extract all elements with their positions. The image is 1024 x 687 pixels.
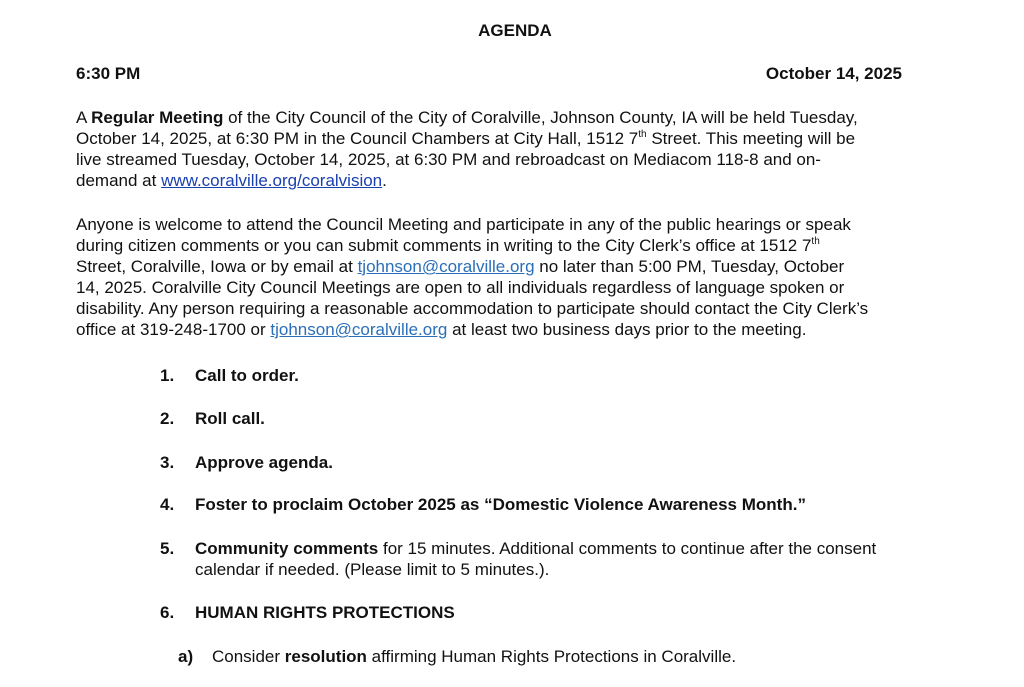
bold-text: Community comments xyxy=(195,539,379,558)
superscript: th xyxy=(811,236,820,247)
item-number: 6. xyxy=(160,603,175,622)
text: Street, Coralville, Iowa or by email at xyxy=(76,257,358,276)
page-title: AGENDA xyxy=(478,21,552,40)
text-line xyxy=(76,107,858,128)
text: office at 319-248-1700 or xyxy=(76,320,271,339)
text-line: Anyone is welcome to attend the Council Meeting and participate in any of the public hearings or speak xyxy=(76,215,851,234)
text: at least two business days prior to the meeting. xyxy=(447,320,807,339)
text: October 14, 2025, at 6:30 PM in the Council Chambers at City Hall, 1512 7 xyxy=(76,129,639,148)
email-link[interactable]: tjohnson@coralville.org xyxy=(270,320,448,339)
text: demand at xyxy=(76,171,162,190)
text: A xyxy=(76,108,92,127)
item-number: 3. xyxy=(160,453,175,472)
item-number: 1. xyxy=(160,366,175,385)
item-text xyxy=(195,538,876,559)
superscript: th xyxy=(638,129,647,140)
bold-text: resolution xyxy=(284,647,367,666)
item-text: Roll call. xyxy=(195,409,265,428)
bold-text: Regular Meeting xyxy=(91,108,224,127)
text: during citizen comments or you can submit comments in writing to the City Clerk’s office at 1512 7 xyxy=(76,236,812,255)
text: of the City Council of the City of Coralville, Johnson County, IA will be held Tuesday, xyxy=(223,108,858,127)
text: affirming Human Rights Protections in Coralville. xyxy=(366,647,737,666)
text-line xyxy=(76,235,820,256)
text-line: disability. Any person requiring a reasonable accommodation to participate should contact the City Clerk’s xyxy=(76,299,869,318)
text-line xyxy=(76,319,806,340)
text: no later than 5:00 PM, Tuesday, October xyxy=(534,257,845,276)
item-text: Call to order. xyxy=(195,366,299,385)
item-number: 5. xyxy=(160,539,175,558)
item-text: HUMAN RIGHTS PROTECTIONS xyxy=(195,603,455,622)
item-number: 4. xyxy=(160,495,175,514)
meeting-date: October 14, 2025 xyxy=(765,64,902,83)
text: Street. This meeting will be xyxy=(646,129,856,148)
subitem-text xyxy=(212,646,736,667)
subitem-label: a) xyxy=(178,647,194,666)
coralvision-link[interactable]: www.coralville.org/coralvision xyxy=(161,171,383,190)
text-line xyxy=(76,128,855,149)
text: for 15 minutes. Additional comments to continue after the consent xyxy=(378,539,877,558)
item-text: calendar if needed. (Please limit to 5 minutes.). xyxy=(195,560,550,579)
text-line: live streamed Tuesday, October 14, 2025, at 6:30 PM and rebroadcast on Mediacom 118-8 and on- xyxy=(76,150,821,169)
item-number: 2. xyxy=(160,409,175,428)
text-line xyxy=(76,170,387,191)
text: . xyxy=(382,171,387,190)
item-text: Foster to proclaim October 2025 as “Domestic Violence Awareness Month.” xyxy=(195,495,806,514)
item-text: Approve agenda. xyxy=(195,453,333,472)
text-line xyxy=(76,256,844,277)
text-line: 14, 2025. Coralville City Council Meetings are open to all individuals regardless of language spoken or xyxy=(76,278,845,297)
email-link[interactable]: tjohnson@coralville.org xyxy=(357,257,535,276)
text: Consider xyxy=(212,647,285,666)
meeting-time: 6:30 PM xyxy=(76,64,141,83)
